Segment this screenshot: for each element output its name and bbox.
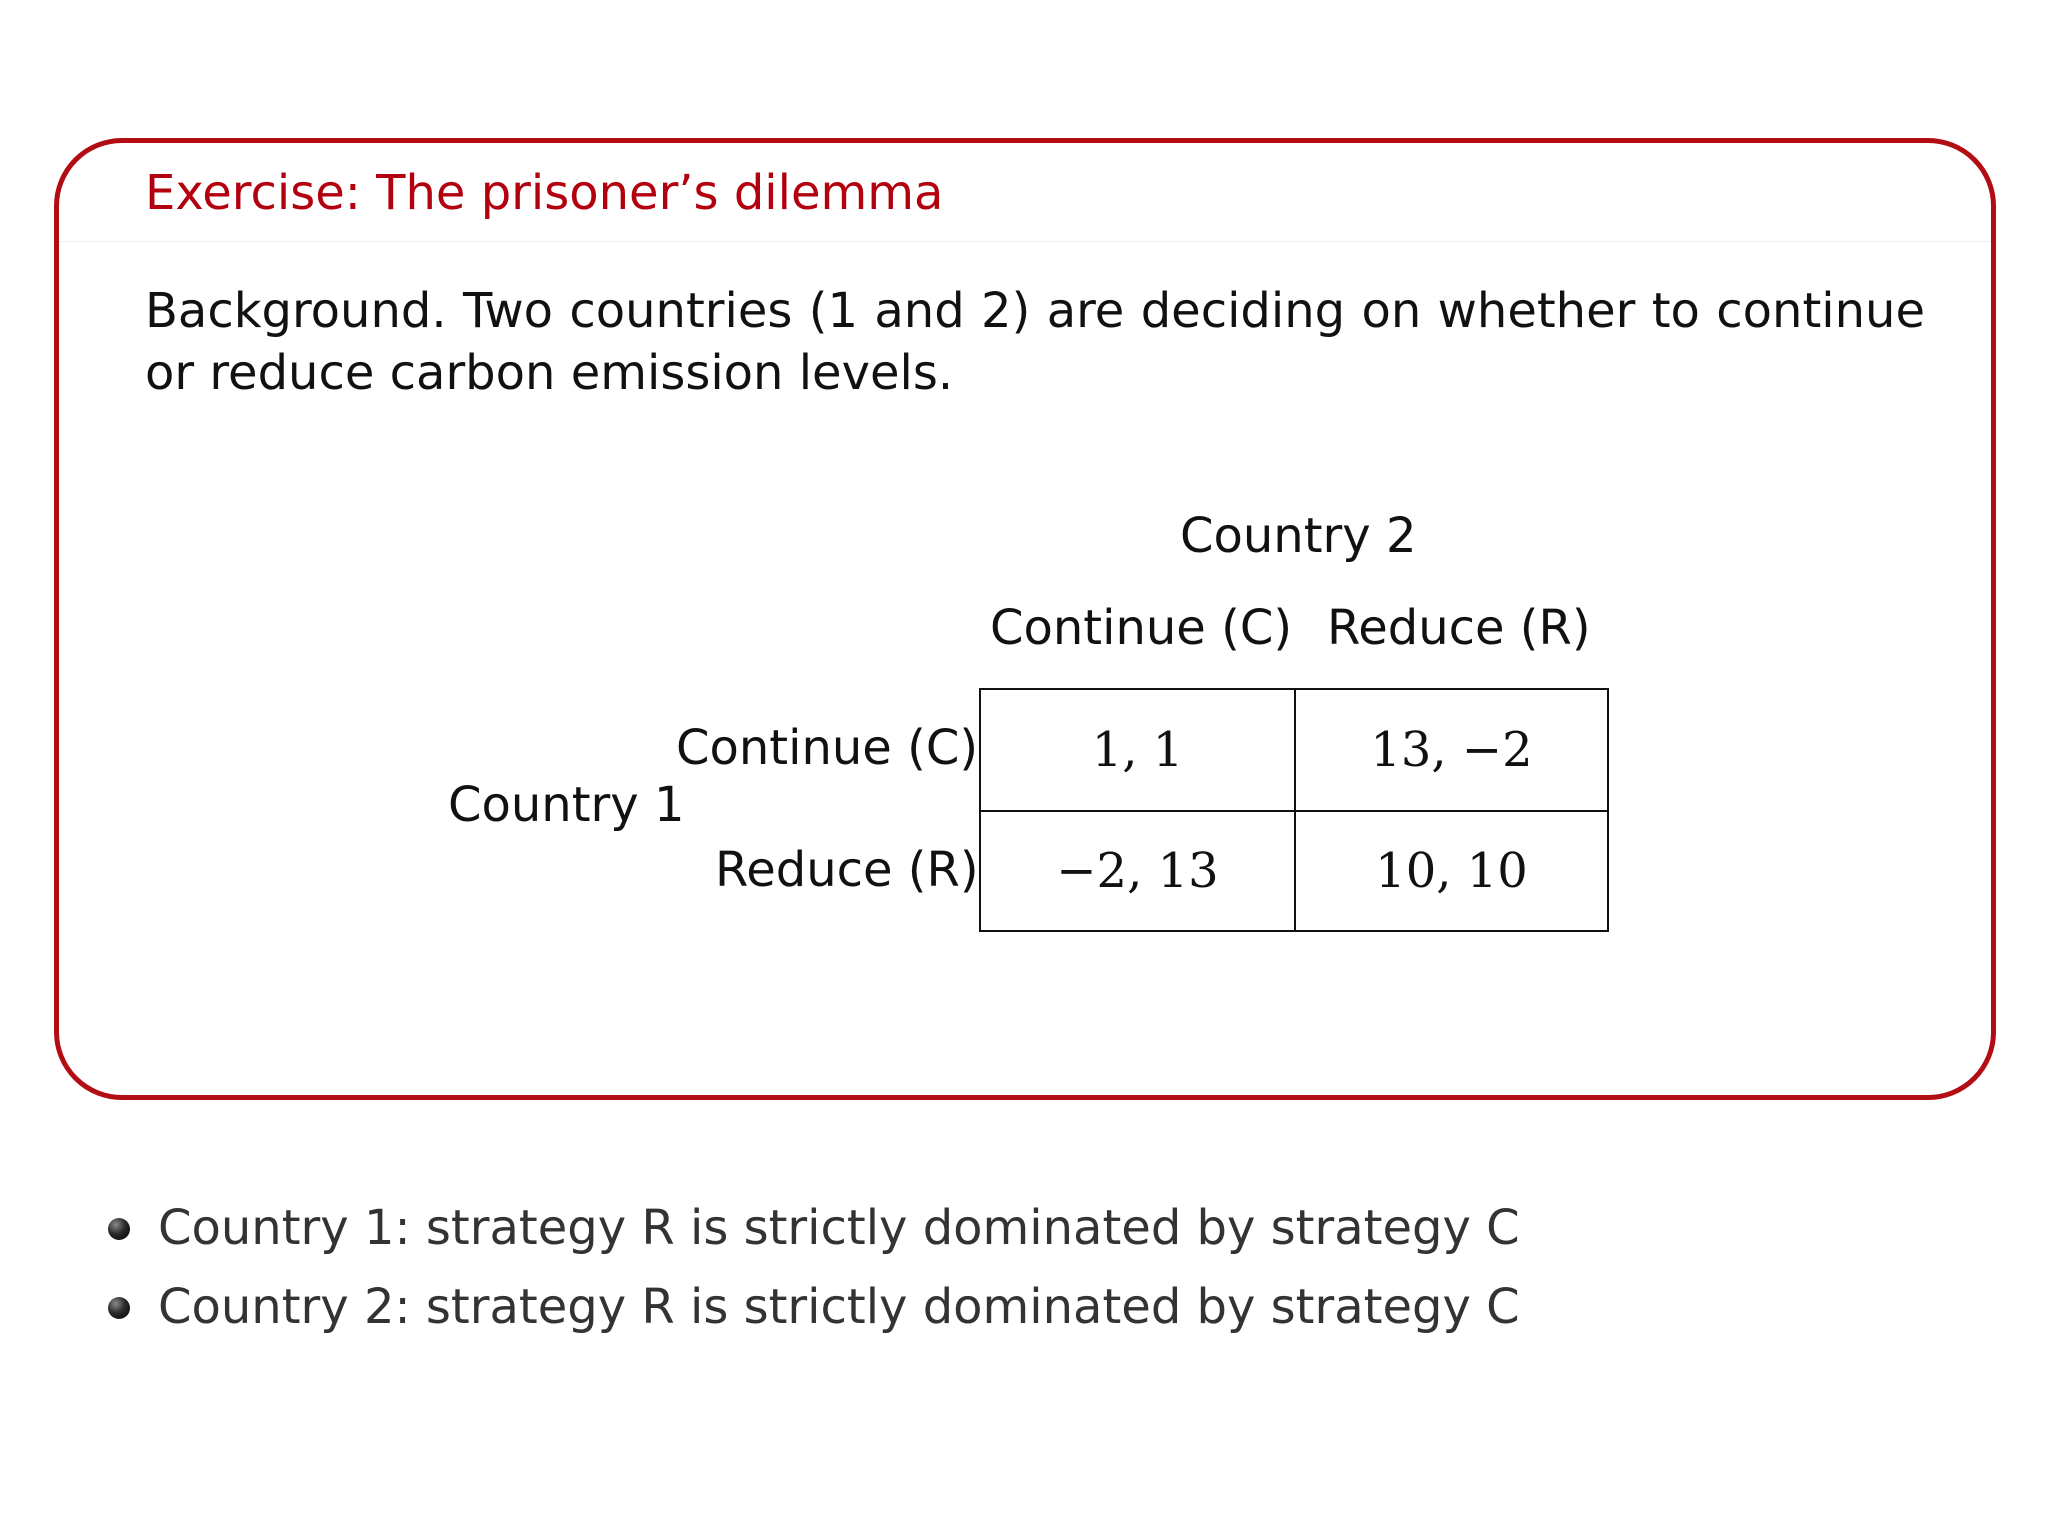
column-player-label: Country 2 bbox=[1180, 508, 1417, 564]
title-divider bbox=[59, 241, 1991, 242]
bullet-list bbox=[104, 1198, 1520, 1356]
payoff-cell-rc: −2, 13 bbox=[981, 810, 1294, 930]
bullet-icon bbox=[108, 1218, 130, 1240]
background-text: Background. Two countries (1 and 2) are deciding on whether to continue or reduce carbon emission levels. bbox=[145, 283, 1925, 401]
row-strategy-continue: Continue (C) bbox=[676, 720, 979, 776]
list-item bbox=[104, 1277, 1520, 1337]
list-item bbox=[104, 1198, 1520, 1258]
block-title: Exercise: The prisoner’s dilemma bbox=[145, 165, 944, 221]
payoff-cell-cc: 1, 1 bbox=[1091, 722, 1184, 778]
payoff-matrix bbox=[979, 688, 1609, 932]
row-strategy-reduce: Reduce (R) bbox=[715, 842, 979, 898]
bullet-text: Country 1: strategy R is strictly dominated by strategy C bbox=[158, 1200, 1520, 1256]
row-player-label: Country 1 bbox=[448, 777, 685, 833]
column-strategy-continue: Continue (C) bbox=[990, 600, 1293, 656]
payoff-cell-cr: 13, −2 bbox=[1294, 690, 1607, 810]
column-strategy-reduce: Reduce (R) bbox=[1327, 600, 1591, 656]
payoff-cell-rr: 10, 10 bbox=[1294, 810, 1607, 930]
bullet-text: Country 2: strategy R is strictly dominated by strategy C bbox=[158, 1279, 1520, 1335]
bullet-icon bbox=[108, 1297, 130, 1319]
